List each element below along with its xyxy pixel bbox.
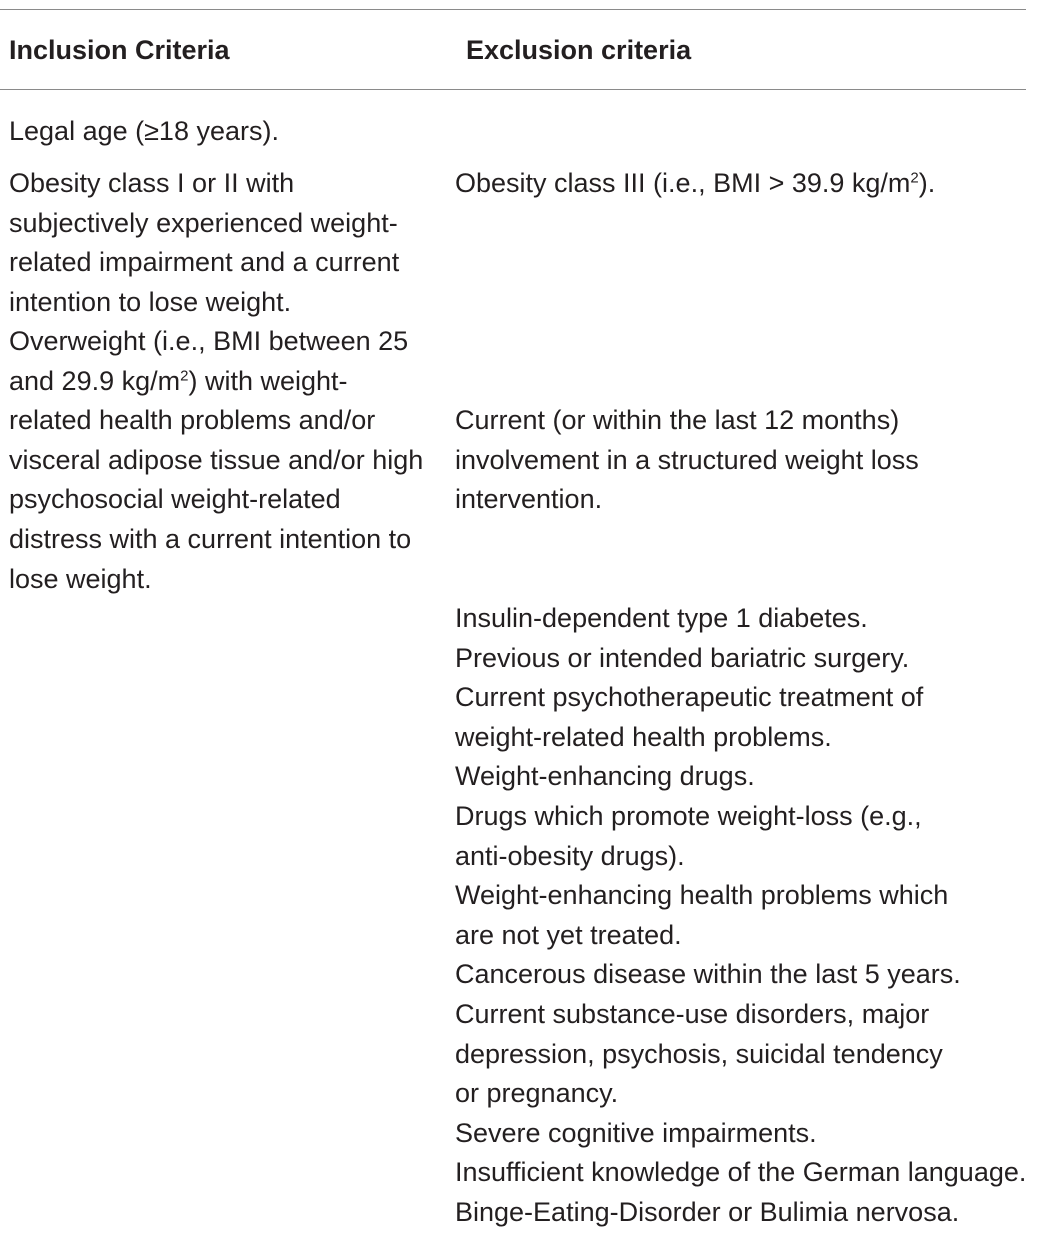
text-line: distress with a current intention to bbox=[9, 523, 412, 554]
text-line: Drugs which promote weight-loss (e.g., bbox=[455, 800, 922, 831]
text-line: or pregnancy. bbox=[455, 1078, 619, 1109]
exclusion-obesity-class-iii bbox=[455, 164, 935, 204]
text-line: related impairment and a current bbox=[9, 247, 400, 278]
text-line: Binge-Eating-Disorder or Bulimia nervosa. bbox=[455, 1196, 960, 1227]
text-segment: ). bbox=[918, 168, 936, 198]
text-line: intervention. bbox=[455, 484, 603, 515]
exclusion-other-criteria bbox=[455, 599, 1026, 1233]
text-line: weight-related health problems. bbox=[455, 721, 832, 752]
inclusion-criteria-header: Inclusion Criteria bbox=[9, 35, 230, 65]
text-line: subjectively experienced weight- bbox=[9, 207, 398, 238]
text-segment: and 29.9 kg/m bbox=[9, 365, 181, 396]
text-line: Insufficient knowledge of the German language. bbox=[455, 1157, 1027, 1188]
inclusion-legal-age bbox=[9, 112, 279, 152]
text-line: Cancerous disease within the last 5 years. bbox=[455, 959, 961, 990]
text-line: Previous or intended bariatric surgery. bbox=[455, 642, 910, 673]
text-line bbox=[455, 164, 935, 204]
text-line: Current psychotherapeutic treatment of bbox=[455, 682, 924, 713]
text-line: Weight-enhancing drugs. bbox=[455, 761, 755, 792]
header-divider-rule bbox=[0, 89, 1026, 90]
superscript: 2 bbox=[180, 366, 189, 384]
text-line: involvement in a structured weight loss bbox=[455, 444, 919, 475]
inclusion-obesity-class bbox=[9, 164, 399, 322]
text-line: Weight-enhancing health problems which bbox=[455, 880, 949, 911]
text-line: related health problems and/or bbox=[9, 405, 376, 436]
exclusion-criteria-header: Exclusion criteria bbox=[466, 35, 692, 65]
table-top-rule bbox=[0, 9, 1026, 10]
text-segment: Obesity class III (i.e., BMI > 39.9 kg/m bbox=[455, 168, 911, 198]
text-line: lose weight. bbox=[9, 563, 152, 594]
text-line: Current substance-use disorders, major bbox=[455, 998, 930, 1029]
inclusion-overweight bbox=[9, 322, 423, 599]
text-segment: ) with weight- bbox=[188, 365, 348, 396]
text-line: visceral adipose tissue and/or high bbox=[9, 444, 424, 475]
text-line: are not yet treated. bbox=[455, 919, 682, 950]
text-line: Insulin-dependent type 1 diabetes. bbox=[455, 603, 868, 633]
text-line: psychosocial weight-related bbox=[9, 484, 341, 515]
text-line: Severe cognitive impairments. bbox=[455, 1117, 817, 1148]
text-line: Overweight (i.e., BMI between 25 bbox=[9, 326, 409, 356]
text-line: Current (or within the last 12 months) bbox=[455, 405, 900, 435]
text-line: anti-obesity drugs). bbox=[455, 840, 685, 871]
superscript: 2 bbox=[910, 169, 919, 187]
text-line: Obesity class I or II with bbox=[9, 168, 295, 198]
text-line: Legal age (≥18 years). bbox=[9, 116, 279, 146]
text-line bbox=[9, 362, 423, 402]
exclusion-current-involvement bbox=[455, 401, 919, 520]
text-line: intention to lose weight. bbox=[9, 286, 292, 317]
text-line: depression, psychosis, suicidal tendency bbox=[455, 1038, 943, 1069]
